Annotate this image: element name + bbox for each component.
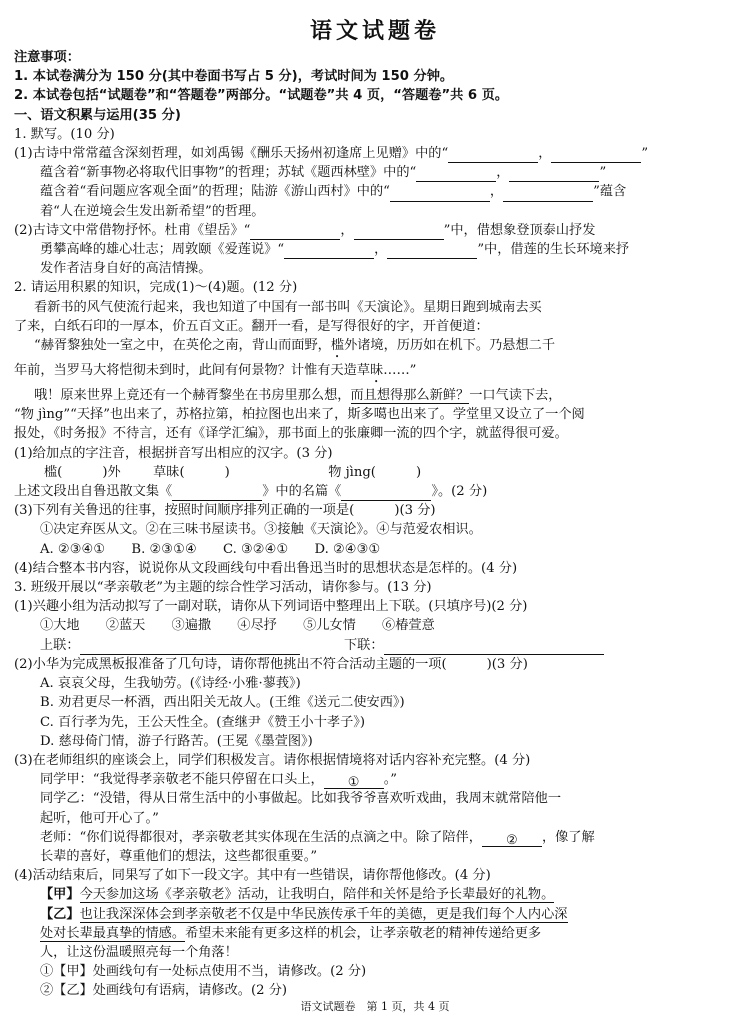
word-5: ⑤儿女情 bbox=[303, 618, 356, 634]
text: ”中，借莲的生长环境来抒 bbox=[477, 242, 630, 258]
answer-blank[interactable] bbox=[341, 485, 431, 501]
q3-s3-dialogue-b2: 起听，他可开心了。” bbox=[40, 810, 159, 826]
passage-line-3 bbox=[14, 336, 738, 361]
word-3: ③遍撒 bbox=[171, 618, 212, 634]
text: 上述文段出自鲁迅散文集《 bbox=[14, 484, 173, 500]
text: ” bbox=[641, 146, 649, 162]
q3-s1: (1)兴趣小组为活动拟写了一副对联，请你从下列词语中整理出上下联。(只填序号)(2 分) bbox=[14, 599, 528, 615]
q3-s2-option-a[interactable]: A. 哀哀父母，生我劬劳。(《诗经·小雅·蓼莪》) bbox=[40, 676, 301, 692]
q3-s4: (4)活动结束后，同果写了如下一段文字。其中有一些错误，请你帮他修改。(4 分) bbox=[14, 868, 491, 884]
answer-blank-2[interactable]: ② bbox=[482, 831, 542, 847]
answer-blank[interactable] bbox=[448, 147, 538, 163]
answer-blank[interactable] bbox=[416, 166, 496, 182]
q1-s2-line1 bbox=[14, 221, 738, 240]
q2-s4: (4)结合整本书内容，说说你从文段画线句中看出鲁迅当时的思想状态是怎样的。(4 分) bbox=[14, 560, 518, 576]
text: ” bbox=[599, 165, 607, 181]
q1-s1-line1 bbox=[14, 144, 738, 163]
option-b[interactable]: B. ②③①④ bbox=[131, 541, 197, 557]
q1-heading: 1. 默写。(10 分) bbox=[14, 126, 115, 142]
answer-blank[interactable] bbox=[80, 639, 300, 655]
q1-s1-line3 bbox=[14, 182, 738, 201]
answer-blank[interactable] bbox=[390, 186, 490, 202]
q3-s3-dialogue-c1 bbox=[14, 828, 738, 847]
text: ， bbox=[340, 222, 354, 238]
text: ， bbox=[496, 165, 510, 181]
answer-blank[interactable] bbox=[387, 243, 477, 259]
underlined-sentence-yi-end: 处对长辈最真挚的情感。 bbox=[40, 925, 186, 941]
q3-s1-words bbox=[14, 616, 738, 635]
notes-header: 注意事项： bbox=[14, 50, 80, 65]
q1-s2-line3: 发作者洁身自好的高洁情操。 bbox=[40, 261, 212, 277]
q1-s1-line2 bbox=[14, 163, 738, 182]
q3-s4-line2 bbox=[14, 905, 738, 924]
text: (2)小华为完成黑板报准备了几句诗，请你帮他挑出不符合活动主题的一项( bbox=[14, 656, 447, 672]
text: 上联： bbox=[40, 637, 80, 653]
answer-blank[interactable] bbox=[509, 166, 599, 182]
text: ， bbox=[489, 184, 504, 200]
text: 蕴含着“看问题应客观全面”的哲理；陆游《游山西村》中的“ bbox=[40, 184, 390, 200]
passage-line-1: 看新书的风气使流行起来，我也知道了中国有一部书叫《天演论》。星期日跑到城南去买 bbox=[34, 299, 542, 315]
q3-s4-question-1: ①【甲】处画线句有一处标点使用不当，请修改。(2 分) bbox=[40, 964, 367, 980]
underlined-sentence-jia: 今天参加这场《孝亲敬老》活动，让我明白，陪伴和关怀是给予长辈最好的礼物。 bbox=[79, 887, 555, 903]
text: ，像了解 bbox=[541, 829, 595, 845]
text: ， bbox=[538, 146, 552, 162]
q3-heading: 3. 班级开展以“孝亲敬老”为主题的综合性学习活动，请你参与。(13 分) bbox=[14, 580, 432, 596]
passage-line-2: 了来，白纸石印的一厚本，价五百文正。翻开一看，是写得很好的字，开首便道： bbox=[14, 318, 489, 334]
tag-yi: 【乙】 bbox=[40, 906, 80, 922]
q2-s1-blanks bbox=[14, 463, 738, 482]
answer-blank[interactable] bbox=[503, 186, 593, 202]
dotted-char: 槛 bbox=[330, 338, 345, 354]
q3-s3: (3)在老师组织的座谈会上，同学们积极发言。请你根据情境将对话内容补充完整。(4 分) bbox=[14, 752, 531, 768]
text: 》中的名篇《 bbox=[262, 484, 342, 500]
q1-s1-line4: 着“人在逆境会生发出新希望”的哲理。 bbox=[40, 203, 265, 219]
text: 年前，当罗马大将恺彻未到时，此间有何景物？计惟有天造草 bbox=[14, 363, 371, 379]
q3-s4-question-2: ②【乙】处画线句有语病，请修改。(2 分) bbox=[40, 983, 288, 999]
q3-s2-option-c[interactable]: C. 百行孝为先，王公天性全。(查继尹《赞王小十孝子》) bbox=[40, 714, 366, 730]
answer-blank[interactable] bbox=[551, 147, 641, 163]
text: )(3 分) bbox=[394, 503, 436, 519]
text: (2)古诗文中常借物抒怀。杜甫《望岳》“ bbox=[14, 222, 251, 238]
text: 勇攀高峰的雄心壮志；周敦颐《爱莲说》“ bbox=[40, 242, 285, 258]
page-footer: 语文试题卷 第 1 页，共 4 页 bbox=[300, 1000, 450, 1013]
q3-s4-line1 bbox=[14, 885, 738, 904]
page-title: 语文试题卷 bbox=[309, 19, 440, 44]
passage-line-4 bbox=[14, 361, 738, 386]
text: 蕴含着“新事物必将取代旧事物”的哲理；苏轼《题西林壁》中的“ bbox=[40, 165, 417, 181]
q2-s1: (1)给加点的字注音，根据拼音写出相应的汉字。(3 分) bbox=[14, 445, 333, 461]
option-a[interactable]: A. ②③④① bbox=[40, 541, 106, 557]
text: (3)下列有关鲁迅的往事，按照时间顺序排列正确的一项是( bbox=[14, 503, 355, 519]
q3-s2-option-b[interactable]: B. 劝君更尽一杯酒，西出阳关无故人。(王维《送元二使安西》) bbox=[40, 695, 405, 711]
tag-jia: 【甲】 bbox=[40, 887, 80, 903]
dotted-char: 昧 bbox=[370, 363, 384, 379]
q3-s1-couplet bbox=[14, 636, 738, 655]
answer-blank-1[interactable]: ① bbox=[324, 773, 384, 789]
note-1: 1. 本试卷满分为 150 分(其中卷面书写占 5 分)，考试时间为 150 分钟。 bbox=[14, 69, 454, 85]
underlined-sentence: 而且想得那么新鲜？ bbox=[350, 388, 470, 404]
text: 外诸境，历历如在机下。乃悬想二千 bbox=[344, 338, 556, 354]
text: ) bbox=[415, 464, 422, 480]
q3-s3-dialogue-c2: 长辈的喜好，尊重他们的想法，这些都很重要。” bbox=[40, 848, 318, 864]
text: )(3 分) bbox=[486, 656, 528, 672]
q2-heading: 2. 请运用积累的知识，完成(1)～(4)题。(12 分) bbox=[14, 280, 298, 296]
passage-line-6: “物 jìng”“天择”也出来了，苏格拉第，柏拉图也出来了，斯多噶也出来了。学堂里又设立了一个阅 bbox=[14, 407, 585, 423]
q3-s2 bbox=[14, 655, 738, 674]
q3-s2-option-d[interactable]: D. 慈母倚门情，游子行路苦。(王冕《墨萱图》) bbox=[40, 733, 313, 749]
text: “赫胥黎独处一室之中，在英伦之南，背山而面野， bbox=[34, 338, 331, 354]
note-2: 2. 本试卷包括“试题卷”和“答题卷”两部分。“试题卷”共 4 页，“答题卷”共 6 页。 bbox=[14, 88, 509, 104]
text: 草昧( bbox=[153, 464, 185, 480]
word-1: ①大地 bbox=[40, 618, 80, 634]
q2-s3-items: ①决定弃医从文。②在三味书屋读书。③接触《天演论》。④与范爱农相识。 bbox=[40, 522, 482, 538]
passage-line-7: 报处，《时务报》不待言，还有《译学汇编》，那书面上的张廉卿一流的四个字，就蓝得很可爱。 bbox=[14, 426, 568, 442]
text: 物 jìng( bbox=[328, 464, 376, 480]
option-c[interactable]: C. ③②④① bbox=[222, 541, 289, 557]
text: 同学甲：“我觉得孝亲敬老不能只停留在口头上， bbox=[40, 772, 324, 788]
q3-s3-dialogue-a bbox=[14, 770, 738, 789]
text: ”中，借想象登顶泰山抒发 bbox=[443, 222, 596, 238]
q2-s3 bbox=[14, 501, 738, 520]
word-4: ④尽抒 bbox=[237, 618, 277, 634]
answer-blank[interactable] bbox=[354, 505, 394, 520]
q2-s3-options bbox=[14, 540, 738, 559]
text: ”蕴含 bbox=[593, 184, 627, 200]
word-6: ⑥椿萱意 bbox=[382, 618, 435, 634]
answer-blank[interactable] bbox=[250, 224, 340, 240]
q3-s3-dialogue-b1: 同学乙：“没错，得从日常生活中的小事做起。比如我爷爷喜欢听戏曲，我周末就常陪他一 bbox=[40, 791, 562, 807]
word-2: ②蓝天 bbox=[105, 618, 146, 634]
text: 。” bbox=[383, 772, 398, 788]
text: (1)古诗中常常蕴含深刻哲理，如刘禹锡《酬乐天扬州初逢席上见赠》中的“ bbox=[14, 146, 449, 162]
text: ) bbox=[224, 464, 230, 480]
text: 老师：“你们说得都很对，孝亲敬老其实体现在生活的点滴之中。除了陪伴， bbox=[40, 829, 482, 845]
text: 希望未来能有更多这样的机会，让孝亲敬老的精神传递给更多 bbox=[185, 925, 542, 941]
answer-blank[interactable] bbox=[62, 467, 102, 482]
underlined-sentence-yi: 也让我深深体会到孝亲敬老不仅是中华民族传承千年的美德，更是我们每个人内心深 bbox=[79, 906, 568, 922]
answer-blank[interactable] bbox=[354, 224, 444, 240]
q2-s2 bbox=[14, 482, 738, 501]
answer-blank[interactable] bbox=[384, 639, 604, 655]
text: 》。(2 分) bbox=[431, 484, 488, 500]
text: 下联： bbox=[343, 637, 384, 653]
answer-blank[interactable] bbox=[447, 659, 487, 674]
answer-blank[interactable] bbox=[185, 467, 225, 482]
answer-blank[interactable] bbox=[172, 485, 262, 501]
text: 一口气读下去， bbox=[469, 388, 562, 404]
q3-s4-line3 bbox=[14, 924, 738, 943]
answer-blank[interactable] bbox=[376, 467, 416, 482]
text: ……” bbox=[383, 363, 417, 379]
q1-s2-line2 bbox=[14, 240, 738, 259]
answer-blank[interactable] bbox=[284, 243, 374, 259]
option-d[interactable]: D. ②④③① bbox=[314, 541, 381, 557]
text: ， bbox=[374, 242, 388, 258]
exam-content bbox=[14, 48, 738, 1001]
section-1-heading: 一、语文积累与运用(35 分) bbox=[14, 107, 181, 123]
text: 哦！原来世界上竟还有一个赫胥黎坐在书房里那么想， bbox=[34, 388, 351, 404]
passage-line-5 bbox=[14, 386, 738, 405]
text: 槛( bbox=[44, 464, 63, 480]
q3-s4-line4: 人，让这份温暖照亮每一个角落！ bbox=[40, 944, 238, 960]
text: )外 bbox=[102, 464, 121, 480]
